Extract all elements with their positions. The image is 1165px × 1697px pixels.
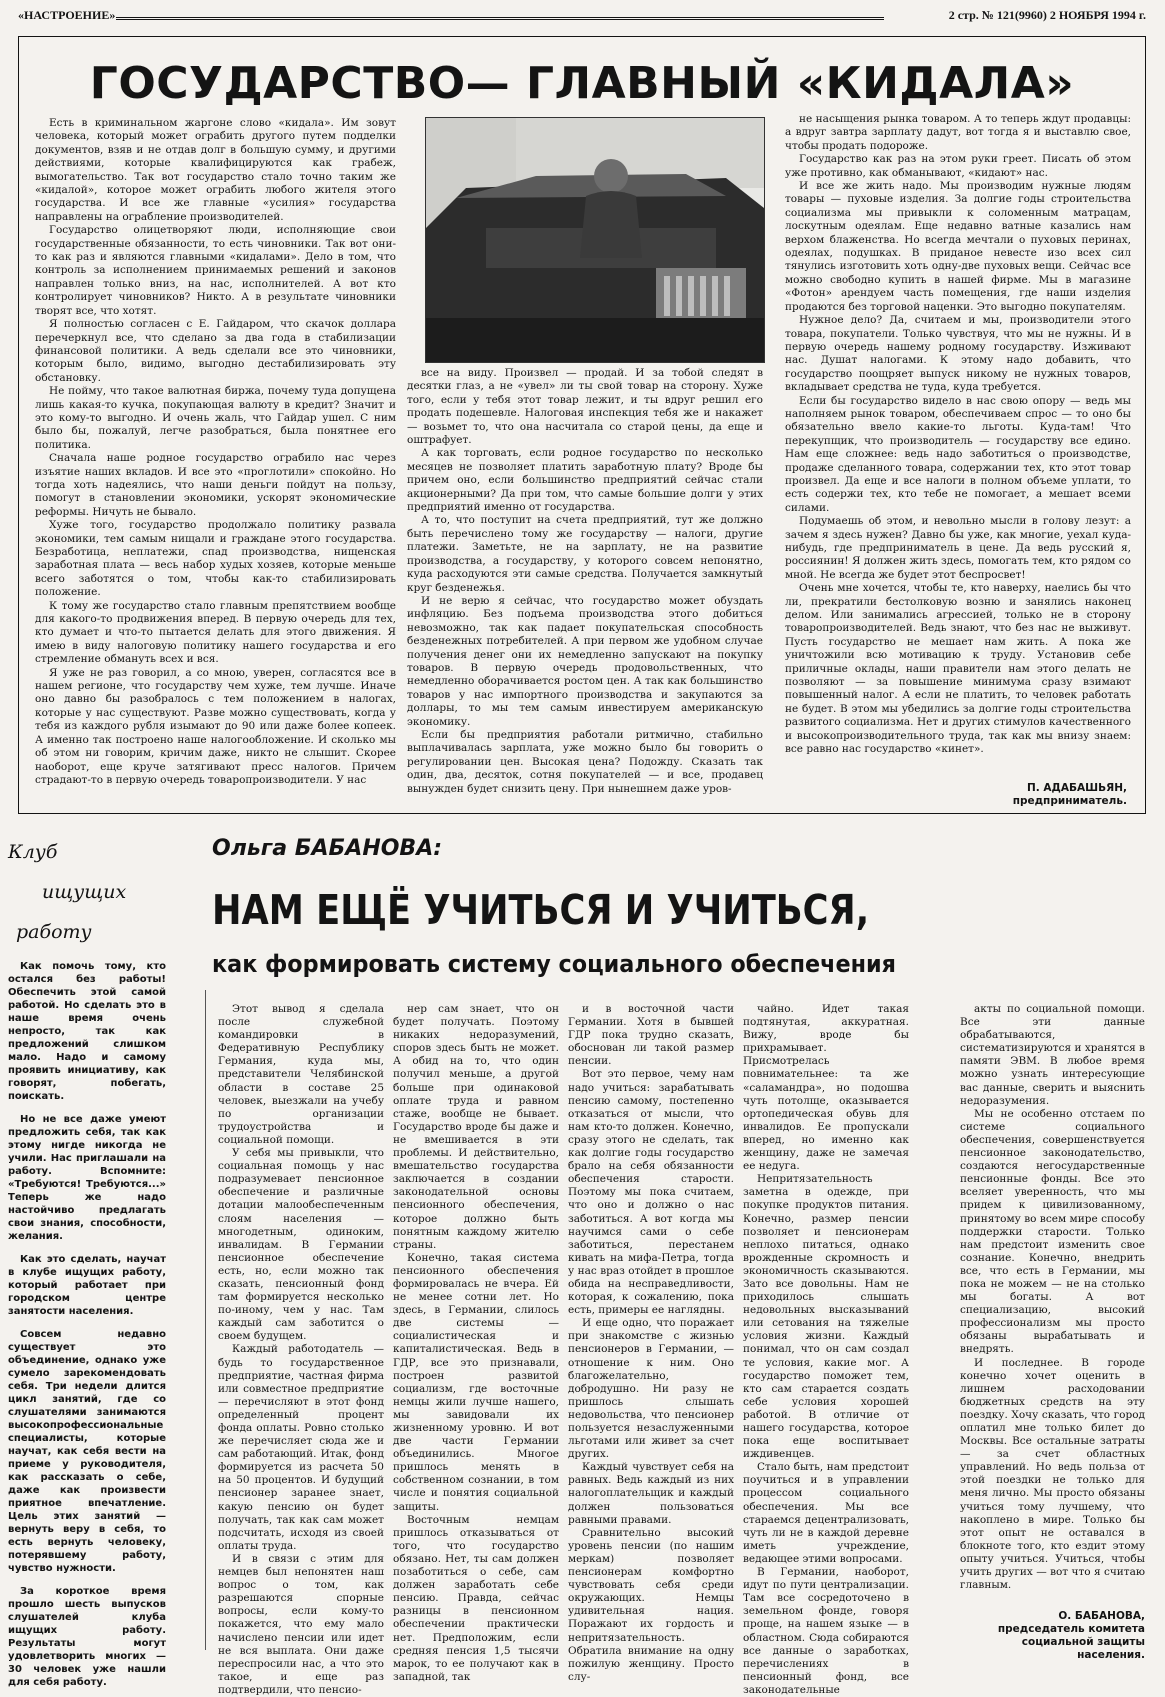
paragraph: Подумаешь об этом, и невольно мысли в голову лезут: а зачем я здесь нужен? Давно бы уже, как многие, уехал куда-нибудь, где предприниматель в цене. Да ведь русский я, россиянин! Я должен жить здесь, помогать тем, кто рядом со мной. Не всегда же будет этот беспросвет! <box>785 515 1131 581</box>
paragraph: Мы не особенно отстаем по системе социального обеспечения, совершенствуется пенсионное законодательство, создаются негосударственные пенсионные фонды. Все это вселяет уверенность, что мы придем к цивилизованному, принятому во всем мире способу поддержки старости. Только нам предстоит изменить свое сознание. Конечно, внедрить все, что есть в Германии, мы пока не можем — не на столько мы богаты. А вот специализацию, высокий профессионализм мы просто обязаны вырабатывать и внедрять. <box>960 1107 1145 1356</box>
paragraph: И в связи с этим для немцев был непонятен наш вопрос о том, как разрешаются спорные вопросы, если кому-то покажется, что ему мало начислено пенсии или идет не вся выплата. Они даже переспросили нас, а что это такое, и еще раз подтвердили, что пенсио- <box>218 1552 384 1696</box>
author-name: П. АДАБАШЬЯН, <box>1026 782 1127 794</box>
paragraph: Стало быть, нам предстоит поучиться и в управлении процессом социального обеспечения. Мы все стараемся децентрализовать, чуть ли не в каждой деревне иметь учреждение, ведающее этими вопросами. <box>743 1461 909 1565</box>
club-title-line: ищущих <box>42 881 127 903</box>
paragraph: А как торговать, если родное государство по несколько месяцев не позволяет платить заработную плату? Вроде бы причем оно, если большинство предприятий сейчас стали акционерными? Да при том, что самые большие долги у этих предприятий именно от государства. <box>407 447 763 514</box>
paragraph: Как это сделать, научат в клубе ищущих работу, который работает при городском центре занятости населения. <box>8 1254 166 1317</box>
paragraph: Конечно, такая система пенсионного обеспечения формировалась не вчера. Ей не менее сотни лет. Но здесь, в Германии, слилось две системы — социалистическая и капиталистическая. Ведь в ГДР, все это признавали, построен развитой социализм, где восточные немцы жили лучше нашего, мы завидовали их жизненному уровню. И вот две части Германии объединились. Многое пришлось менять в собственном сознании, в том числе и понятия социальной защиты. <box>393 1251 559 1513</box>
article2-author: Ольга БАБАНОВА: <box>212 836 443 861</box>
paragraph: За короткое время прошло шесть выпусков слушателей клуба ищущих работу. Результаты могут удовлетворить многих — 30 человек уже нашли для себя работу. <box>8 1586 166 1688</box>
article2-headline: НАМ ЕЩЁ УЧИТЬСЯ И УЧИТЬСЯ, <box>212 886 870 934</box>
article1-column-1 <box>35 117 396 807</box>
author-role: председатель комитета социальной защиты населения. <box>997 1623 1145 1661</box>
paragraph: Но не все даже умеют предложить себя, так как этому нигде никогда не учили. Нас приглашали на работу. Вспомните: «Требуются! Требуются...» Теперь же надо настойчиво предлагать свои знания, способности, желания. <box>8 1114 166 1242</box>
paragraph: Вот это первое, чему нам надо учиться: зарабатывать пенсию самому, постепенно отказаться от мысли, что нам кто-то должен. Конечно, сразу этого не сделать, так как долгие годы государство брало на себя обязанности обеспечения старости. Поэтому мы пока считаем, что оно и должно о нас заботиться. А вот когда мы научимся сами о себе заботиться, перестанем кивать на мифа-Петра, тогда у нас враз отойдет в прошлое обида на несправедливости, которая, к сожалению, пока есть, примеры ее наглядны. <box>568 1068 734 1317</box>
paragraph: Непритязательность заметна в одежде, при покупке продуктов питания. Конечно, размер пенсии позволяет и пенсионерам неплохо питаться, однако врожденные скромность и экономичность сказываются. Зато все довольны. Нам не приходилось слышать недовольных высказываний или сетования на тяжелые условия жизни. Каждый понимал, что он сам создал те условия, какие мог. А государство поможет тем, кто сам старается создать себе условия хорошей работой. В отличие от нашего государства, которое пока еще воспитывает иждивенцев. <box>743 1173 909 1461</box>
paragraph: Я полностью согласен с Е. Гайдаром, что скачок доллара перечеркнул все, что сделано за два года в стабилизации финансовой политики. А ведь сделали все это чиновники, которым было, видимо, выгодно дестабилизировать эту обстановку. <box>35 318 396 384</box>
article1-signature <box>1013 782 1127 808</box>
club-title-line: Клуб <box>8 841 58 863</box>
author-name: О. БАБАНОВА, <box>1058 1610 1145 1622</box>
article2-column-5 <box>960 1003 1145 1603</box>
masthead-rule <box>116 17 884 20</box>
paragraph: акты по социальной помощи. Все эти данные обрабатываются, систематизируются и хранятся в памяти ЭВМ. В любое время можно узнать интересующие вас данные, сверить и выяснить недоразумения. <box>960 1003 1145 1107</box>
paragraph: не насыщения рынка товаром. А то теперь ждут продавцы: а вдруг завтра зарплату дадут, вот тогда я и выставлю свое, чтобы продать подороже. <box>785 113 1131 152</box>
paragraph: Каждый чувствует себя на равных. Ведь каждый из них налогоплательщик и каждый должен пользоваться равными правами. <box>568 1461 734 1526</box>
paragraph: Восточным немцам пришлось отказываться от того, что государство обязано. Нет, ты сам должен позаботиться о себе, сам должен заработать себе пенсию. Правда, сейчас разницы в пенсионном обеспечении практически нет. Предположим, если средняя пенсия 1,5 тысячи марок, то ее получают как в западной, так <box>393 1513 559 1683</box>
paragraph: все на виду. Произвел — продай. И за тобой следят в десятки глаз, а не «увел» ли ты свой товар на сторону. Хуже того, если у тебя этот товар лежит, и ты вдруг решил его продать подешевле. Налоговая инспекция тебя же и накажет — возьмет то, что она насчитала со старой цены, да еще и оштрафует. <box>407 367 763 447</box>
paragraph: У себя мы привыкли, что социальная помощь у нас подразумевает пенсионное обеспечение и различные дотации малообеспеченным слоям населения — многодетным, одиноким, инвалидам. В Германии пенсионное обеспечение есть, но, если можно так сказать, пенсионный фонд там формируется несколько по-иному, чем у нас. Там каждый сам заботится о своем будущем. <box>218 1147 384 1343</box>
paragraph: И все же жить надо. Мы производим нужные людям товары — пуховые изделия. За долгие годы строительства социализма мы привыкли к соломенным матрацам, лоскутным одеялам. Еще недавно ватные казались нам верхом блаженства. Но всегда мечтали о пуховых перинах, одеялах, подушках. В приданое невесте изо всех сил тянулись изготовить хоть одну-две пуховых вещи. Сейчас все можно свободно купить в нашей фирме. Мы в магазине «Фотон» арендуем часть помещения, где наши изделия продаются без торговой наценки. Это выгодно покупателям. <box>785 180 1131 313</box>
article1-column-3 <box>785 113 1131 777</box>
article2-subheadline: как формировать систему социального обеспечения <box>212 950 897 978</box>
paragraph: Есть в криминальном жаргоне слово «кидала». Им зовут человека, который может ограбить другого путем подделки документов, взяв и не отдав долг в большую сумму, и другими действиями, которые квалифицируются как грабеж, вымогательство. Так вот государство стало точно таким же «кидалой», которое может ограбить любого жителя этого государства. И все же главные «усилия» государства направлены на ограбление производителей. <box>35 117 396 223</box>
paragraph: Государство олицетворяют люди, исполняющие свои государственные обязанности, то есть чиновники. Так вот они-то как раз и являются главными «кидалами». Дело в том, что контроль за исполнением принимаемых решений и законов направлен только вниз, на нас, исполнителей. А вот кто контролирует чиновников? Никто. А в результате чиновники творят все, что хотят. <box>35 224 396 317</box>
paper-name: «НАСТРОЕНИЕ» <box>18 8 116 22</box>
paragraph: Если бы предприятия работали ритмично, стабильно выплачивалась зарплата, уже можно было бы говорить о регулировании цен. Высокая цена? Подожду. Сказать так один, два, десяток, сотня покупателей — и все, продавец вынужден будет снизить цену. При нынешнем даже уров- <box>407 728 763 795</box>
paragraph: Я уже не раз говорил, а со мною, уверен, согласятся все в нашем регионе, что государству чем хуже, тем лучше. Иначе оно давно бы разобралось с тем положением в налогах, которые у нас существуют. Разве можно существовать, когда у тебя из каждого рубля изымают до 90 или даже более копеек. А именно так построено наше налогообложение. И сколько мы об этом ни говорим, кричим даже, никто не слышит. Скорее наоборот, еще круче затягивают пресс налогов. Причем страдают-то в первую очередь товаропроизводители. У нас <box>35 666 396 786</box>
club-title-line: работу <box>16 921 92 943</box>
paragraph: Очень мне хочется, чтобы те, кто наверху, наелись бы что ли, прекратили бестолковую возню и занялись наконец делом. Или занимались агрессией, только не в сторону товаропроизводителей. Ведь знают, что без нас не выживут. Пусть государство не мешает нам жить. А пока же уничтожили всю мотивацию к труду. Установив себе приличные оклады, наши правители нам этого делать не позволяют — за повышение минимума сразу взимают повышенный налог. А если не платить, то человек работать не будет. В этом мы убедились за долгие годы строительства развитого социализма. Нет и других стимулов качественного и высокопроизводительного труда, так как мы внизу знаем: все равно нас государство «кинет». <box>785 582 1131 756</box>
column-divider <box>205 990 206 1650</box>
paragraph: нер сам знает, что он будет получать. Поэтому никаких недоразумений, споров здесь быть не может. А обид на то, что один получил меньше, а другой больше при одинаковой оплате труда и равном стаже, вообще не бывает. Государство вроде бы даже и не вмешивается в эти проблемы. И действительно, вмешательство государства заключается в создании законодательной основы пенсионного обеспечения, которое должно быть понятным каждому жителю страны. <box>393 1003 559 1251</box>
article2-signature <box>960 1610 1145 1662</box>
paragraph: И еще одно, что поражает при знакомстве с жизнью пенсионеров в Германии, — отношение к ним. Оно благожелательно, добродушно. Ни разу не пришлось слышать недовольства, что пенсионер пользуется незаслуженными льготами или живет за счет других. <box>568 1317 734 1461</box>
paragraph: Как помочь тому, кто остался без работы! Обеспечить этой самой работой. Но сделать это в наше время очень непросто, так как предложений слишком мало. Надо и самому проявить инициативу, как говорят, побегать, поискать. <box>8 961 166 1102</box>
article-state-kidala <box>18 36 1146 814</box>
author-role: предприниматель. <box>1012 795 1127 807</box>
paragraph: Совсем недавно существует это объединение, однако уже сумело зарекомендовать себя. Три недели длится цикл занятий, где со слушателями занимаются высокопрофессиональные специалисты, которые научат, как себя вести на приеме у руководителя, как рассказать о себе, даже как произвести приятное впечатление. Цель этих занятий — вернуть веру в себя, то есть вернуть человеку, потерявшему работу, чувство нужности. <box>8 1329 166 1574</box>
paragraph: И последнее. В городе конечно хочет оценить в лишнем расходовании бюджетных средств на эту поездку. Хочу сказать, что город оплатил мне только билет до Москвы. Все остальные затраты — за счет областных управлений. Но ведь польза от этой поездки не только для меня лично. Мы просто обязаны учиться тому лучшему, что накоплено в мире. Только бы этот опыт не оставался в блокноте того, кто ездит этому опыту учиться. Учиться, чтобы учить других — вот что я считаю главным. <box>960 1356 1145 1592</box>
article2-column-4 <box>743 1003 909 1696</box>
club-heading <box>8 832 168 972</box>
paragraph: Этот вывод я сделала после служебной командировки в Федеративную Республику Германия, куда мы, представители Челябинской области в составе 25 человек, выезжали на учебу по организации трудоустройства и социальной помощи. <box>218 1003 384 1146</box>
paragraph: Если бы государство видело в нас свою опору — ведь мы наполняем рынок товаром, обеспечиваем спрос — то оно бы обязательно ввело какие-то льготы. Куда-там! Что перекупщик, что производитель — государству все едино. Нам еще сложнее: ведь надо заботиться о производстве, продаже сделанного товара, содержании тех, кто этот товар произвел. Да еще и все налоги в полном объеме уплати, то есть содержи тех, кто тебе не помогает, а мешает всеми силами. <box>785 394 1131 514</box>
paragraph: В Германии, наоборот, идут по пути централизации. Там все сосредоточено в земельном фонде, говоря проще, на нашем языке — в областном. Сюда собираются все данные о заработках, перечислениях в пенсионный фонд, все законодательные <box>743 1566 909 1696</box>
paragraph: К тому же государство стало главным препятствием вообще для какого-то продвижения вперед. В первую очередь для тех, кто думает и что-то пытается делать для этого движения. Я имею в виду налоговую политику нашего государства и его стремление обмануть всех и вся. <box>35 599 396 666</box>
article1-headline: ГОСУДАРСТВО— ГЛАВНЫЙ «КИДАЛА» <box>89 58 1075 109</box>
paragraph: Нужное дело? Да, считаем и мы, производители этого товара, покупатели. Только чувствуя, что мы не нужны. И в первую очередь нашему родному государству. Изживают нас. Душат налогами. К этому надо добавить, что государство поощряет выпуск никому не нужных товаров, вкладывает средства не туда, куда требуется. <box>785 314 1131 394</box>
club-body <box>8 960 166 1688</box>
paragraph: и в восточной части Германии. Хотя в бывшей ГДР пока трудно сказать, обоснован ли такой размер пенсии. <box>568 1003 734 1068</box>
paragraph: Сначала наше родное государство ограбило нас через изъятие наших вкладов. И все это «проглотили» спокойно. Но тогда хоть надеялись, что наши деньги пойдут на пользу, помогут в становлении экономики, ускорят экономические реформы. Ничуть не бывало. <box>35 452 396 518</box>
paragraph: Государство как раз на этом руки греет. Писать об этом уже противно, как обманывают, «кидают» нас. <box>785 153 1131 179</box>
photo-man-with-car <box>425 117 765 363</box>
paragraph: Не пойму, что такое валютная биржа, почему туда допущена лишь какая-то кучка, покупающая валюту в кредит? Значит и это кому-то выгодно. И очень жаль, что Гайдар ушел. С ним было бы, пожалуй, легче разобраться, была понятнее его политика. <box>35 385 396 451</box>
article1-column-2 <box>407 367 763 807</box>
paragraph: Хуже того, государство продолжало политику развала экономики, тем самым нищали и граждане этого государства. Безработица, неплатежи, спад производства, нищенская заработная плата — весь набор худых хозяев, которые меньше всего заботятся о том, чтобы как-то стабилизировать положение. <box>35 519 396 599</box>
photo-image <box>426 118 764 362</box>
paragraph: Каждый работодатель — будь то государственное предприятие, частная фирма или совместное предприятие — перечисляют в этот фонд определенный процент фонда оплаты. Ровно столько же перечисляет сюда же и сам работающий. Итак, фонд формируется из расчета 50 на 50 процентов. И будущий пенсионер заранее знает, какую пенсию он будет получать, так как сам может подсчитать, исходя из своей оплаты труда. <box>218 1343 384 1552</box>
paragraph: А то, что поступит на счета предприятий, тут же должно быть перечислено тому же государству — налоги, другие платежи. Заметьте, не на зарплату, не на развитие производства, а государству, у которого совсем непонятно, куда расходуются эти самые средства. Получается замкнутый круг безденежья. <box>407 514 763 594</box>
issue-line: 2 стр. № 121(9960) 2 НОЯБРЯ 1994 г. <box>948 8 1146 22</box>
paragraph: И не верю я сейчас, что государство может обуздать инфляцию. Без подъема производства этого добиться невозможно, так как падает покупательская способность безденежных потребителей. А при первом же удобном случае получения денег они их немедленно запускают на покупку товаров. В первую очередь продовольственных, что немедленно оборачивается ростом цен. А так как большинство товаров у нас импортного производства и закупаются за доллары, то мы тем самым инвестируем американскую экономику. <box>407 594 763 728</box>
paragraph: чайно. Идет такая подтянутая, аккуратная. Вижу, вроде бы прихрамывает. Присмотрелась повнимательнее: та же «саламандра», но подошва чуть потолще, оказывается ортопедическая обувь для инвалидов. Ее пропускали вперед, но именно как женщину, даже не замечая ее недуга. <box>743 1003 909 1173</box>
article2-column-1 <box>218 1003 384 1696</box>
paragraph: Сравнительно высокий уровень пенсии (по нашим меркам) позволяет пенсионерам комфортно чувствовать себя среди окружающих. Немцы удивительная нация. Поражают их гордость и непритязательность. Обратила внимание на одну пожилую женщину. Просто слу- <box>568 1526 734 1683</box>
article2-column-2 <box>393 1003 559 1683</box>
article2-column-3 <box>568 1003 734 1683</box>
masthead <box>18 8 1146 24</box>
